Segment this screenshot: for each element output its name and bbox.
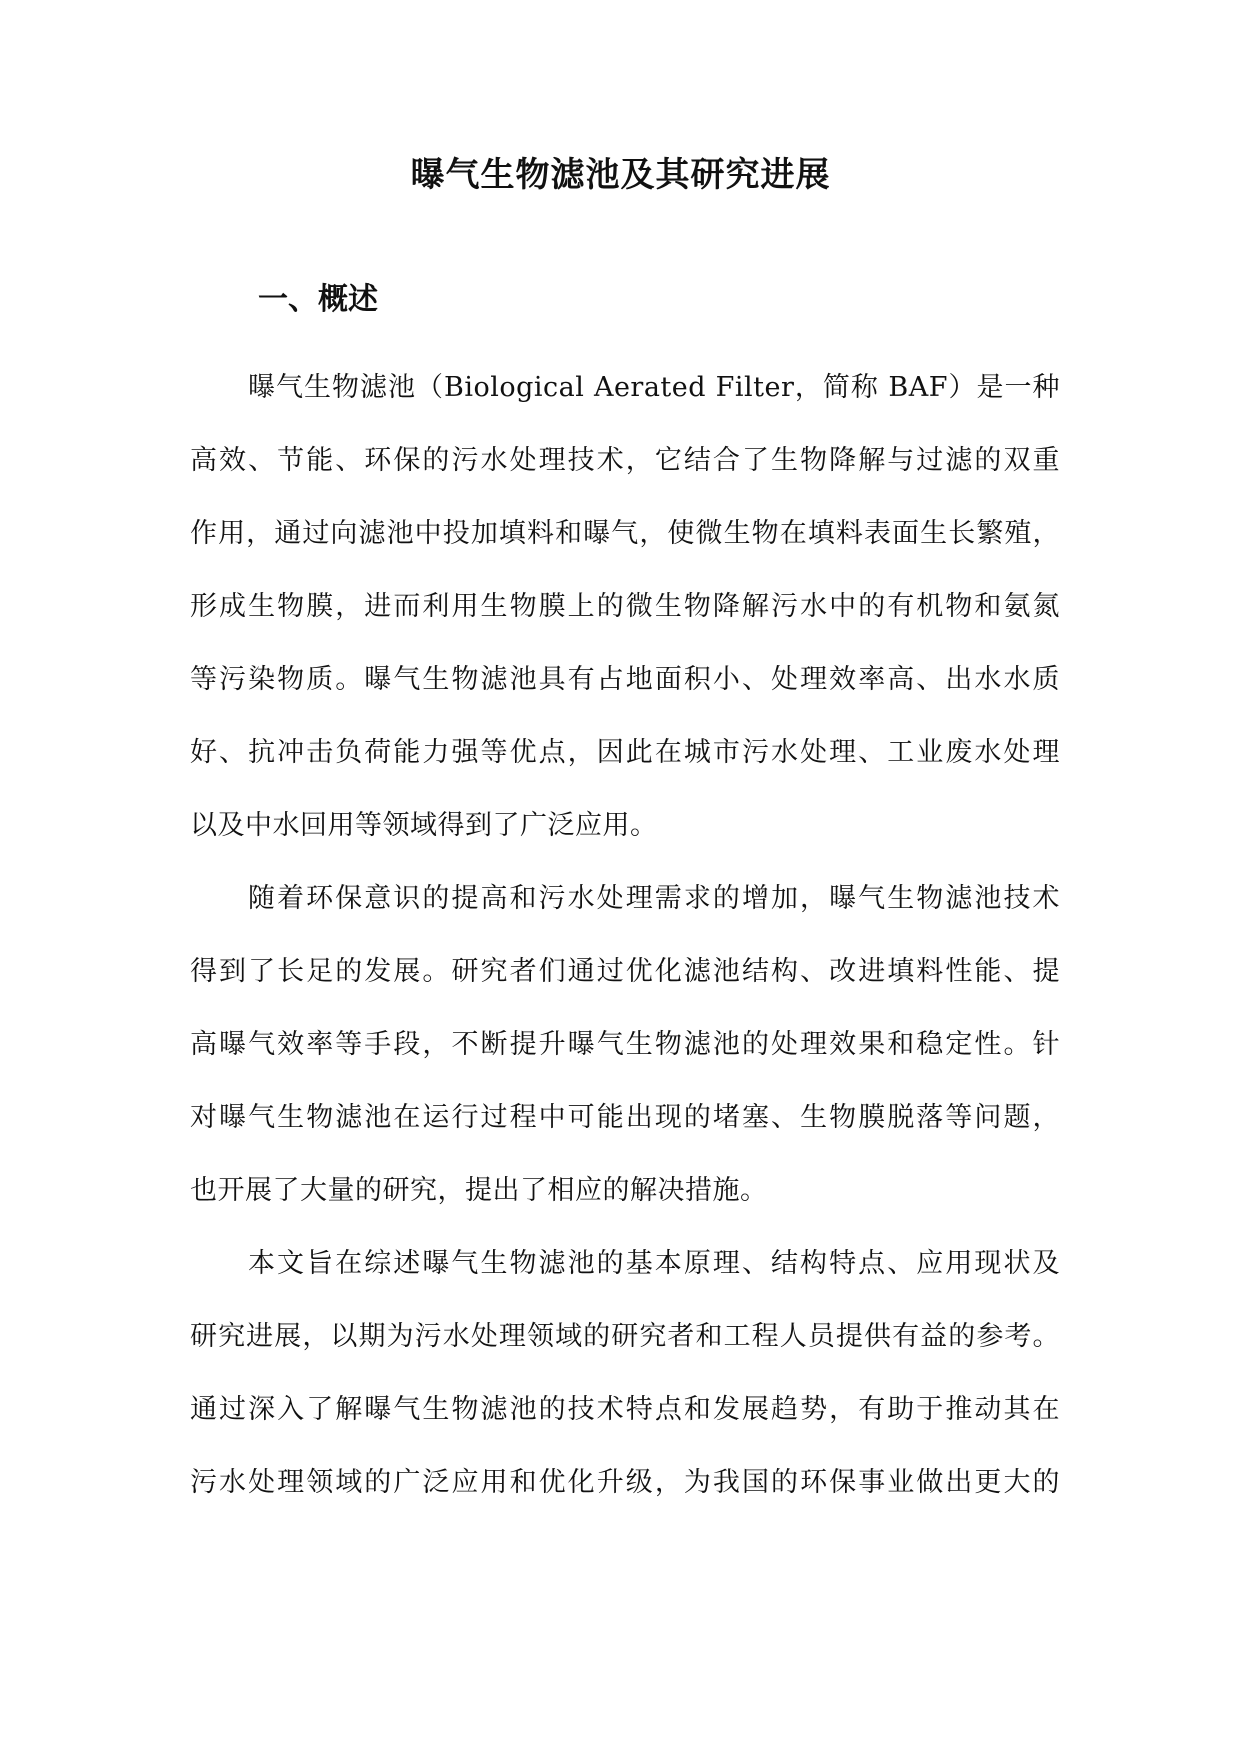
document-title: 曝气生物滤池及其研究进展 bbox=[410, 155, 831, 195]
text-line: 高曝气效率等手段，不断提升曝气生物滤池的处理效果和稳定性。针 bbox=[190, 1029, 1060, 1060]
text-line: 对曝气生物滤池在运行过程中可能出现的堵塞、生物膜脱落等问题， bbox=[190, 1102, 1060, 1133]
text-line: 随着环保意识的提高和污水处理需求的增加，曝气生物滤池技术 bbox=[248, 883, 1060, 914]
paragraph bbox=[190, 364, 1060, 875]
section-heading: 一、概述 bbox=[258, 282, 378, 317]
paragraph bbox=[190, 875, 1060, 1240]
text-line: 以及中水回用等领域得到了广泛应用。 bbox=[190, 810, 658, 841]
document-body bbox=[190, 364, 1060, 1532]
text-line: 本文旨在综述曝气生物滤池的基本原理、结构特点、应用现状及 bbox=[248, 1248, 1060, 1279]
paragraph bbox=[190, 1240, 1060, 1532]
text-line: 曝气生物滤池（Biological Aerated Filter，简称 BAF）是一种 bbox=[248, 372, 1060, 403]
text-line: 得到了长足的发展。研究者们通过优化滤池结构、改进填料性能、提 bbox=[190, 956, 1060, 987]
text-line: 污水处理领域的广泛应用和优化升级，为我国的环保事业做出更大的 bbox=[190, 1467, 1060, 1498]
text-line: 作用，通过向滤池中投加填料和曝气，使微生物在填料表面生长繁殖， bbox=[190, 518, 1060, 549]
text-line: 形成生物膜，进而利用生物膜上的微生物降解污水中的有机物和氨氮 bbox=[190, 591, 1060, 622]
text-line: 通过深入了解曝气生物滤池的技术特点和发展趋势，有助于推动其在 bbox=[190, 1394, 1060, 1425]
text-line: 也开展了大量的研究，提出了相应的解决措施。 bbox=[190, 1175, 768, 1206]
text-line: 好、抗冲击负荷能力强等优点，因此在城市污水处理、工业废水处理 bbox=[190, 737, 1060, 768]
text-line: 等污染物质。曝气生物滤池具有占地面积小、处理效率高、出水水质 bbox=[190, 664, 1060, 695]
text-line: 研究进展，以期为污水处理领域的研究者和工程人员提供有益的参考。 bbox=[190, 1321, 1060, 1352]
text-line: 高效、节能、环保的污水处理技术，它结合了生物降解与过滤的双重 bbox=[190, 445, 1060, 476]
